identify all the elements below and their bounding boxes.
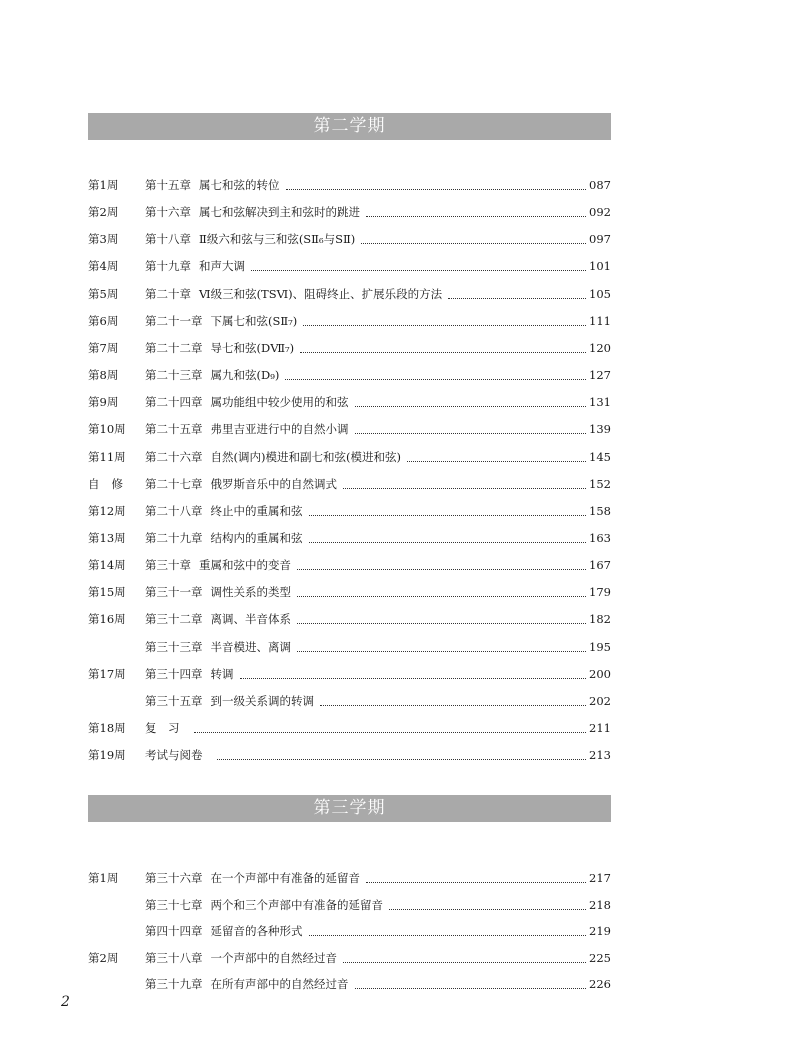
toc-title: 下属七和弦(SⅡ₇) (210, 313, 298, 328)
toc-title: 到一级关系调的转调 (210, 693, 314, 708)
toc-chapter: 第十五章 (145, 178, 191, 192)
toc-row (88, 393, 611, 411)
toc-title: Ⅱ级六和弦与三和弦(SⅡ₆与SⅡ) (199, 232, 356, 247)
toc-row (88, 746, 611, 764)
toc-week: 第11周 (88, 449, 126, 464)
toc-row (88, 257, 611, 275)
toc-dot-leader (366, 882, 586, 883)
section-semester-3 (88, 795, 611, 992)
toc-page-number: 111 (589, 313, 611, 328)
toc-dot-leader (309, 935, 587, 936)
toc-title: 俄罗斯音乐中的自然调式 (210, 476, 337, 491)
toc-chapter: 第三十八章 (145, 950, 203, 965)
toc-title: 属功能组中较少使用的和弦 (210, 395, 349, 410)
toc-chapter: 第二十一章 (145, 313, 203, 328)
toc-title: 半音模进、离调 (210, 639, 291, 654)
toc-title: 导七和弦(DⅦ₇) (210, 340, 295, 355)
toc-chapter: 第三十四章 (145, 666, 203, 681)
toc-week: 第5周 (88, 286, 119, 301)
toc-page-number: 087 (589, 178, 611, 192)
toc-week: 第2周 (88, 950, 119, 965)
toc-page-number: 101 (589, 259, 611, 274)
toc-page-number: 152 (589, 476, 611, 491)
toc-week: 第4周 (88, 259, 119, 274)
toc-chapter: 第四十四章 (145, 924, 203, 939)
toc-row (88, 949, 611, 967)
toc-row (88, 230, 611, 248)
toc-row (88, 366, 611, 384)
toc-row (88, 420, 611, 438)
toc-row (88, 922, 611, 940)
toc-chapter: 第十九章 (145, 259, 191, 274)
toc-page-number: 097 (589, 232, 611, 247)
page-number: 2 (61, 994, 70, 1010)
toc-dot-leader (240, 678, 587, 679)
toc-dot-leader (389, 909, 586, 910)
toc-page-number: 219 (589, 924, 611, 939)
toc-title: 重属和弦中的变音 (199, 558, 291, 573)
toc-page-number: 120 (589, 340, 611, 355)
toc-row (88, 312, 611, 330)
toc-dot-leader (217, 759, 587, 760)
toc-row (88, 975, 611, 993)
toc-dot-leader (286, 189, 587, 190)
toc-page-number: 225 (589, 950, 611, 965)
toc-dot-leader (285, 379, 586, 380)
toc-chapter: 考试与阅卷 (145, 748, 203, 763)
toc-chapter: 第二十三章 (145, 368, 203, 383)
toc-chapter: 第二十四章 (145, 395, 203, 410)
toc-week: 第18周 (88, 721, 126, 735)
toc-title: 一个声部中的自然经过音 (210, 950, 337, 965)
toc-title: 延留音的各种形式 (210, 924, 303, 939)
toc-dot-leader (355, 406, 587, 407)
toc-week: 第10周 (88, 422, 126, 437)
toc-dot-leader (320, 705, 586, 706)
toc-title: 自然(调内)模进和副七和弦(模进和弦) (210, 449, 401, 464)
toc-page-number: 127 (589, 368, 611, 383)
toc-row (88, 475, 611, 493)
toc-title: 属九和弦(D₉) (210, 368, 280, 383)
toc-dot-leader (355, 988, 587, 989)
toc-dot-leader (297, 651, 586, 652)
toc-row (88, 665, 611, 683)
toc-page-number: 211 (589, 721, 611, 735)
toc-chapter: 第二十章 (145, 286, 191, 301)
toc-dot-leader (448, 298, 586, 299)
toc-page-number: 179 (589, 585, 611, 600)
toc-week: 第14周 (88, 558, 126, 573)
toc-row (88, 529, 611, 547)
toc-week: 第17周 (88, 666, 126, 681)
toc-chapter: 第三十六章 (145, 871, 203, 885)
toc-chapter: 第二十八章 (145, 503, 203, 518)
toc-dot-leader (366, 216, 586, 217)
toc-dot-leader (343, 962, 586, 963)
toc-dot-leader (355, 433, 587, 434)
toc-row (88, 502, 611, 520)
toc-week: 第16周 (88, 612, 126, 627)
toc-week: 第8周 (88, 368, 119, 383)
toc-row (88, 285, 611, 303)
toc-week: 第7周 (88, 340, 119, 355)
toc-title: 结构内的重属和弦 (210, 530, 303, 545)
toc-chapter: 第三十五章 (145, 693, 203, 708)
toc-page-number: 145 (589, 449, 611, 464)
toc-title: Ⅵ级三和弦(TSⅥ)、阻碍终止、扩展乐段的方法 (199, 286, 443, 301)
toc-chapter: 第二十七章 (145, 476, 203, 491)
toc-chapter: 第十八章 (145, 232, 191, 247)
toc-page-number: 131 (589, 395, 611, 410)
toc-chapter: 第二十二章 (145, 340, 203, 355)
toc-chapter: 复 习 (145, 721, 180, 735)
toc-week: 第1周 (88, 871, 119, 885)
toc-page-number: 158 (589, 503, 611, 518)
toc-title: 属七和弦解决到主和弦时的跳进 (199, 205, 360, 220)
toc-row (88, 556, 611, 574)
toc-chapter: 第三十二章 (145, 612, 203, 627)
toc-row (88, 339, 611, 357)
toc-chapter: 第三十一章 (145, 585, 203, 600)
toc-dot-leader (297, 623, 586, 624)
toc-dot-leader (309, 542, 587, 543)
toc-page-number: 213 (589, 748, 611, 763)
toc-week: 第2周 (88, 205, 119, 220)
toc-page-number: 182 (589, 612, 611, 627)
toc-chapter: 第二十五章 (145, 422, 203, 437)
toc-chapter: 第二十九章 (145, 530, 203, 545)
toc-chapter: 第三十九章 (145, 977, 203, 992)
toc-dot-leader (361, 243, 586, 244)
toc-row (88, 638, 611, 656)
toc-week: 第12周 (88, 503, 126, 518)
toc-week: 第19周 (88, 748, 126, 763)
toc-row (88, 869, 611, 887)
toc-week: 第3周 (88, 232, 119, 247)
toc-row (88, 176, 611, 194)
toc-page-number: 105 (589, 286, 611, 301)
section-semester-2 (88, 113, 611, 763)
toc-dot-leader (300, 352, 586, 353)
toc-week: 第9周 (88, 395, 119, 410)
toc-title: 离调、半音体系 (210, 612, 291, 627)
toc-dot-leader (309, 515, 587, 516)
toc-page-number: 195 (589, 639, 611, 654)
toc-chapter: 第三十章 (145, 558, 191, 573)
toc-dot-leader (194, 732, 587, 733)
toc-dot-leader (303, 325, 586, 326)
toc-page-number: 218 (589, 897, 611, 912)
toc-page-number: 217 (589, 871, 611, 885)
toc-row (88, 610, 611, 628)
toc-title: 属七和弦的转位 (199, 178, 280, 192)
toc-title: 终止中的重属和弦 (210, 503, 303, 518)
toc-page-number: 202 (589, 693, 611, 708)
toc-title: 在所有声部中的自然经过音 (210, 977, 349, 992)
toc-week: 第6周 (88, 313, 119, 328)
toc-dot-leader (297, 596, 586, 597)
toc-page-number: 226 (589, 977, 611, 992)
toc-page-number: 167 (589, 558, 611, 573)
toc-chapter: 第十六章 (145, 205, 191, 220)
toc-title: 转调 (210, 666, 234, 681)
toc-chapter: 第二十六章 (145, 449, 203, 464)
toc-page-number: 139 (589, 422, 611, 437)
toc-week: 第13周 (88, 530, 126, 545)
section-title: 第二学期 (88, 113, 611, 140)
toc-row (88, 692, 611, 710)
toc-week: 第15周 (88, 585, 126, 600)
toc-title: 弗里吉亚进行中的自然小调 (210, 422, 349, 437)
toc-page-number: 200 (589, 666, 611, 681)
toc-title: 调性关系的类型 (210, 585, 291, 600)
toc-row (88, 896, 611, 914)
toc-week: 第1周 (88, 178, 119, 192)
toc-dot-leader (297, 569, 586, 570)
toc-row (88, 719, 611, 737)
toc-week: 自修 (88, 476, 135, 491)
toc-dot-leader (343, 488, 586, 489)
toc-title: 和声大调 (199, 259, 245, 274)
toc-row (88, 583, 611, 601)
toc-page-number: 163 (589, 530, 611, 545)
toc-dot-leader (251, 270, 586, 271)
section-title: 第三学期 (88, 795, 611, 822)
toc-dot-leader (407, 461, 586, 462)
toc-chapter: 第三十三章 (145, 639, 203, 654)
toc-title: 两个和三个声部中有准备的延留音 (210, 897, 383, 912)
toc-row (88, 203, 611, 221)
toc-title: 在一个声部中有准备的延留音 (210, 871, 360, 885)
toc-page-number: 092 (589, 205, 611, 220)
toc-chapter: 第三十七章 (145, 897, 203, 912)
toc-row (88, 448, 611, 466)
